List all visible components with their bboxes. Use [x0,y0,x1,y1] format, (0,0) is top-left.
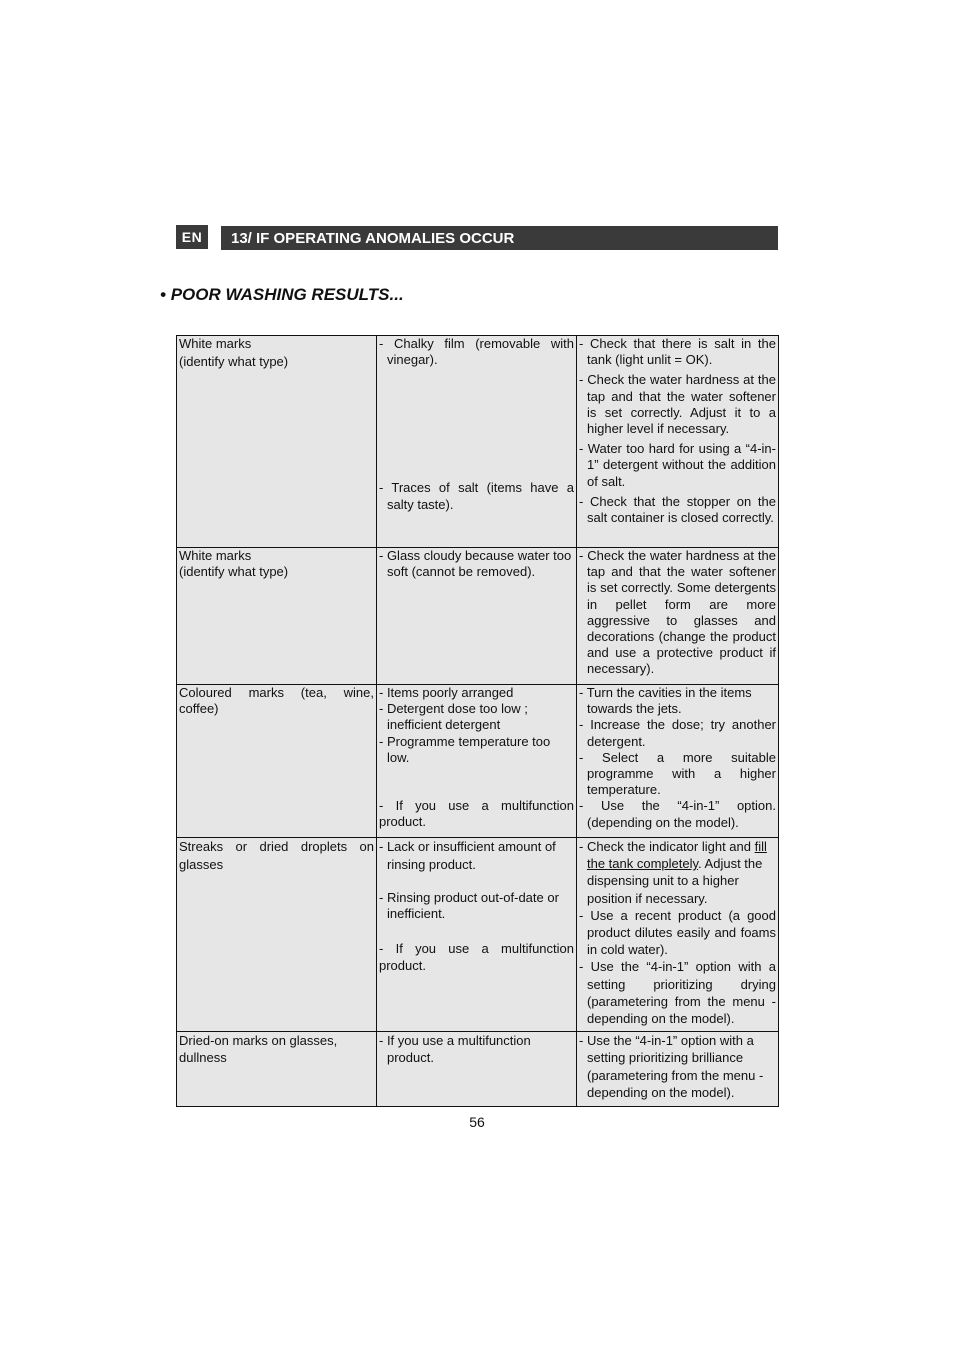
table-row [177,838,779,1032]
cause-cell [377,685,577,838]
cause-cell [377,1032,577,1107]
remedy-cell [577,1032,779,1107]
cause-item: - If you use a multifunction product. [379,941,574,974]
cause-item: - Items poorly arranged [379,685,514,700]
problem-text: (identify what type) [179,564,289,580]
remedy-item [579,838,776,907]
table-row [177,548,779,685]
remedy-item: - Use the “4-in-1” option with a setting prioritizing drying (parametering from the menu - depending on the model). [579,959,776,1027]
cause-cell [377,548,577,685]
remedy-text: - Check the indicator light and [579,839,755,854]
remedy-cell [577,336,779,548]
problem-text: (identify what type) [179,354,289,370]
cause-item: - Traces of salt (items have a salty taste). [379,480,574,512]
remedy-emphasis: fill the tank completely [587,839,767,872]
remedy-item: - Water too hard for using a “4-in-1” detergent without the addition of salt. [579,441,776,489]
chapter-header [221,226,778,250]
remedy-cell [577,685,779,838]
problem-cell [177,548,377,685]
cause-item: - If you use a multifunction product. [379,1033,531,1066]
cause-item: - Programme temperature too low. [379,733,551,765]
cause-cell [377,838,577,1032]
remedy-item: - Check that the stopper on the salt container is closed correctly. [579,493,776,526]
cause-item: - Detergent dose too low ; inefficient detergent [379,701,528,733]
problem-cell [177,685,377,838]
problem-text: Streaks or dried droplets on glasses [179,839,374,872]
remedy-cell [577,548,779,685]
cause-item: - Lack or insufficient amount of rinsing product. [379,839,556,872]
remedy-item: - Check the water hardness at the tap and that the water softener is set correctly. Adjust it to a higher level if necessary. [579,372,776,437]
table-row [177,336,779,548]
cause-cell [377,336,577,548]
remedy-text: . Adjust the dispensing unit to a higher position if necessary. [587,856,763,906]
remedy-item: - Turn the cavities in the items towards the jets. [579,685,752,717]
cause-item: - If you use a multifunction product. [379,798,574,830]
cause-item: - Glass cloudy because water too soft (cannot be removed). [379,548,572,580]
language-badge: EN [176,225,208,249]
problem-text: White marks [179,548,252,563]
remedy-item: - Use the “4-in-1” option with a setting prioritizing brilliance (parametering from the menu - depending on the model). [579,1033,764,1100]
remedy-cell [577,838,779,1032]
remedy-item: - Use the “4-in-1” option. (depending on the model). [579,798,776,830]
section-heading [160,285,404,305]
cause-item: - Rinsing product out-of-date or inefficient. [379,890,559,922]
troubleshooting-table [176,335,779,1107]
remedy-item: - Check that there is salt in the tank (light unlit = OK). [579,336,776,368]
bullet-icon: • [160,285,166,304]
table-row [177,685,779,838]
problem-cell [177,838,377,1032]
cause-item: - Chalky film (removable with vinegar). [379,336,574,368]
section-title: POOR WASHING RESULTS... [170,285,404,304]
remedy-item: - Check the water hardness at the tap and that the water softener is set correctly. Some detergents in pellet form are more aggressive to glasses and decorations (change the product and use a protective product if necessary). [579,548,776,677]
page-number: 56 [469,1114,485,1130]
problem-text: Coloured marks (tea, wine, coffee) [179,685,374,717]
problem-cell [177,1032,377,1107]
problem-text: Dried-on marks on glasses, dullness [179,1033,338,1066]
problem-text: White marks [179,336,252,351]
remedy-item: - Use a recent product (a good product dilutes easily and foams in cold water). [579,907,776,958]
remedy-item: - Select a more suitable programme with a higher temperature. [579,749,776,798]
problem-cell [177,336,377,548]
remedy-item: - Increase the dose; try another detergent. [579,717,776,749]
table-row [177,1032,779,1107]
chapter-title: 13/ IF OPERATING ANOMALIES OCCUR [231,229,515,247]
